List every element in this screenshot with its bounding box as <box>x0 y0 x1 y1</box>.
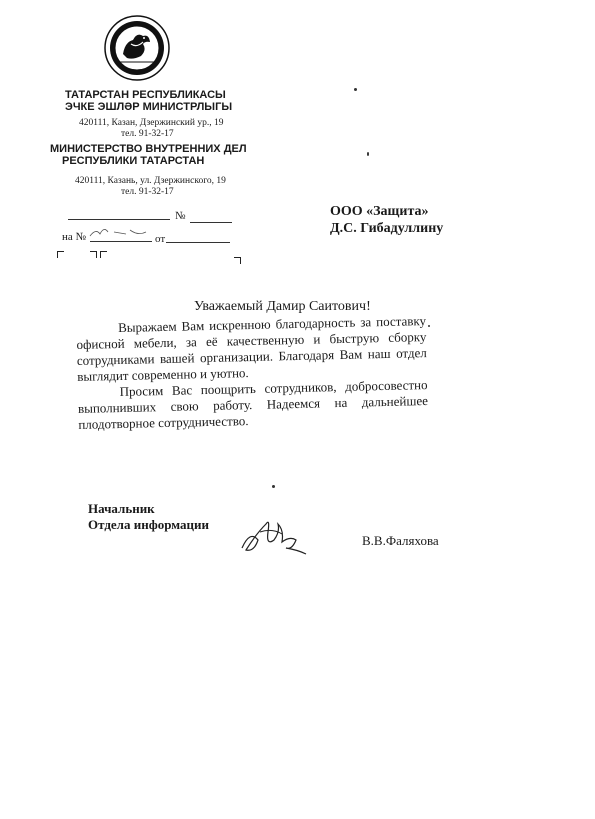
date-label: от <box>155 233 166 245</box>
ru-address: 420111, Казань, ул. Дзержинского, 19 <box>75 176 226 186</box>
tatar-address: 420111, Казан, Дзержинский ур., 19 <box>79 118 224 128</box>
signatory-title-line2: Отдела информации <box>88 517 209 532</box>
signatory-name: В.В.Фаляхова <box>362 533 439 548</box>
handwritten-signature-icon <box>236 510 310 560</box>
corner-mark-mid-left <box>100 251 107 258</box>
letter-body <box>76 313 428 433</box>
handwritten-scribble-icon <box>86 222 152 242</box>
corner-mark-mid-right <box>90 251 97 258</box>
tatarstan-emblem-icon <box>103 14 171 82</box>
reference-number-label: на № <box>62 231 87 243</box>
ru-phone: тел. 91-32-17 <box>121 187 174 197</box>
corner-mark-top-left <box>57 251 64 258</box>
tatar-phone: тел. 91-32-17 <box>121 129 174 139</box>
date-line <box>166 242 230 243</box>
addressee-organization: ООО «Защита» <box>330 204 429 219</box>
scan-speck <box>428 325 430 327</box>
outgoing-number-line <box>68 219 170 220</box>
tatar-ministry-name-line2: ЭЧКЕ ЭШЛӘР МИНИСТРЛЫГЫ <box>65 101 233 113</box>
tatar-ministry-name-line1: ТАТАРСТАН РЕСПУБЛИКАСЫ <box>65 89 226 101</box>
addressee-person: Д.С. Гибадуллину <box>330 221 444 236</box>
scan-speck <box>354 88 357 91</box>
salutation: Уважаемый Дамир Саитович! <box>194 299 371 314</box>
outgoing-number-value-line <box>190 222 232 223</box>
ru-ministry-name-line1: МИНИСТЕРСТВО ВНУТРЕННИХ ДЕЛ <box>50 143 247 155</box>
signatory-title <box>88 501 209 533</box>
body-paragraph-2: Просим Вас поощрить сотрудников, добросовестно выполнивших свою работу. Надеемся на дальнейшее плодотворное сотрудничество. <box>77 377 429 432</box>
scan-speck <box>367 152 369 156</box>
addressee-block <box>330 203 443 237</box>
ru-ministry-name-line2: РЕСПУБЛИКИ ТАТАРСТАН <box>62 155 205 167</box>
signatory-title-line1: Начальник <box>88 501 155 516</box>
number-label: № <box>175 210 186 222</box>
scan-speck <box>272 485 275 488</box>
corner-mark-top-right <box>234 257 241 264</box>
body-paragraph-1: Выражаем Вам искренною благодарность за поставку офисной мебели, за её качественную и быструю сборку сотрудниками вашей организации. Благодаря Вам наш отдел выглядит современно и уютно. <box>76 313 427 384</box>
